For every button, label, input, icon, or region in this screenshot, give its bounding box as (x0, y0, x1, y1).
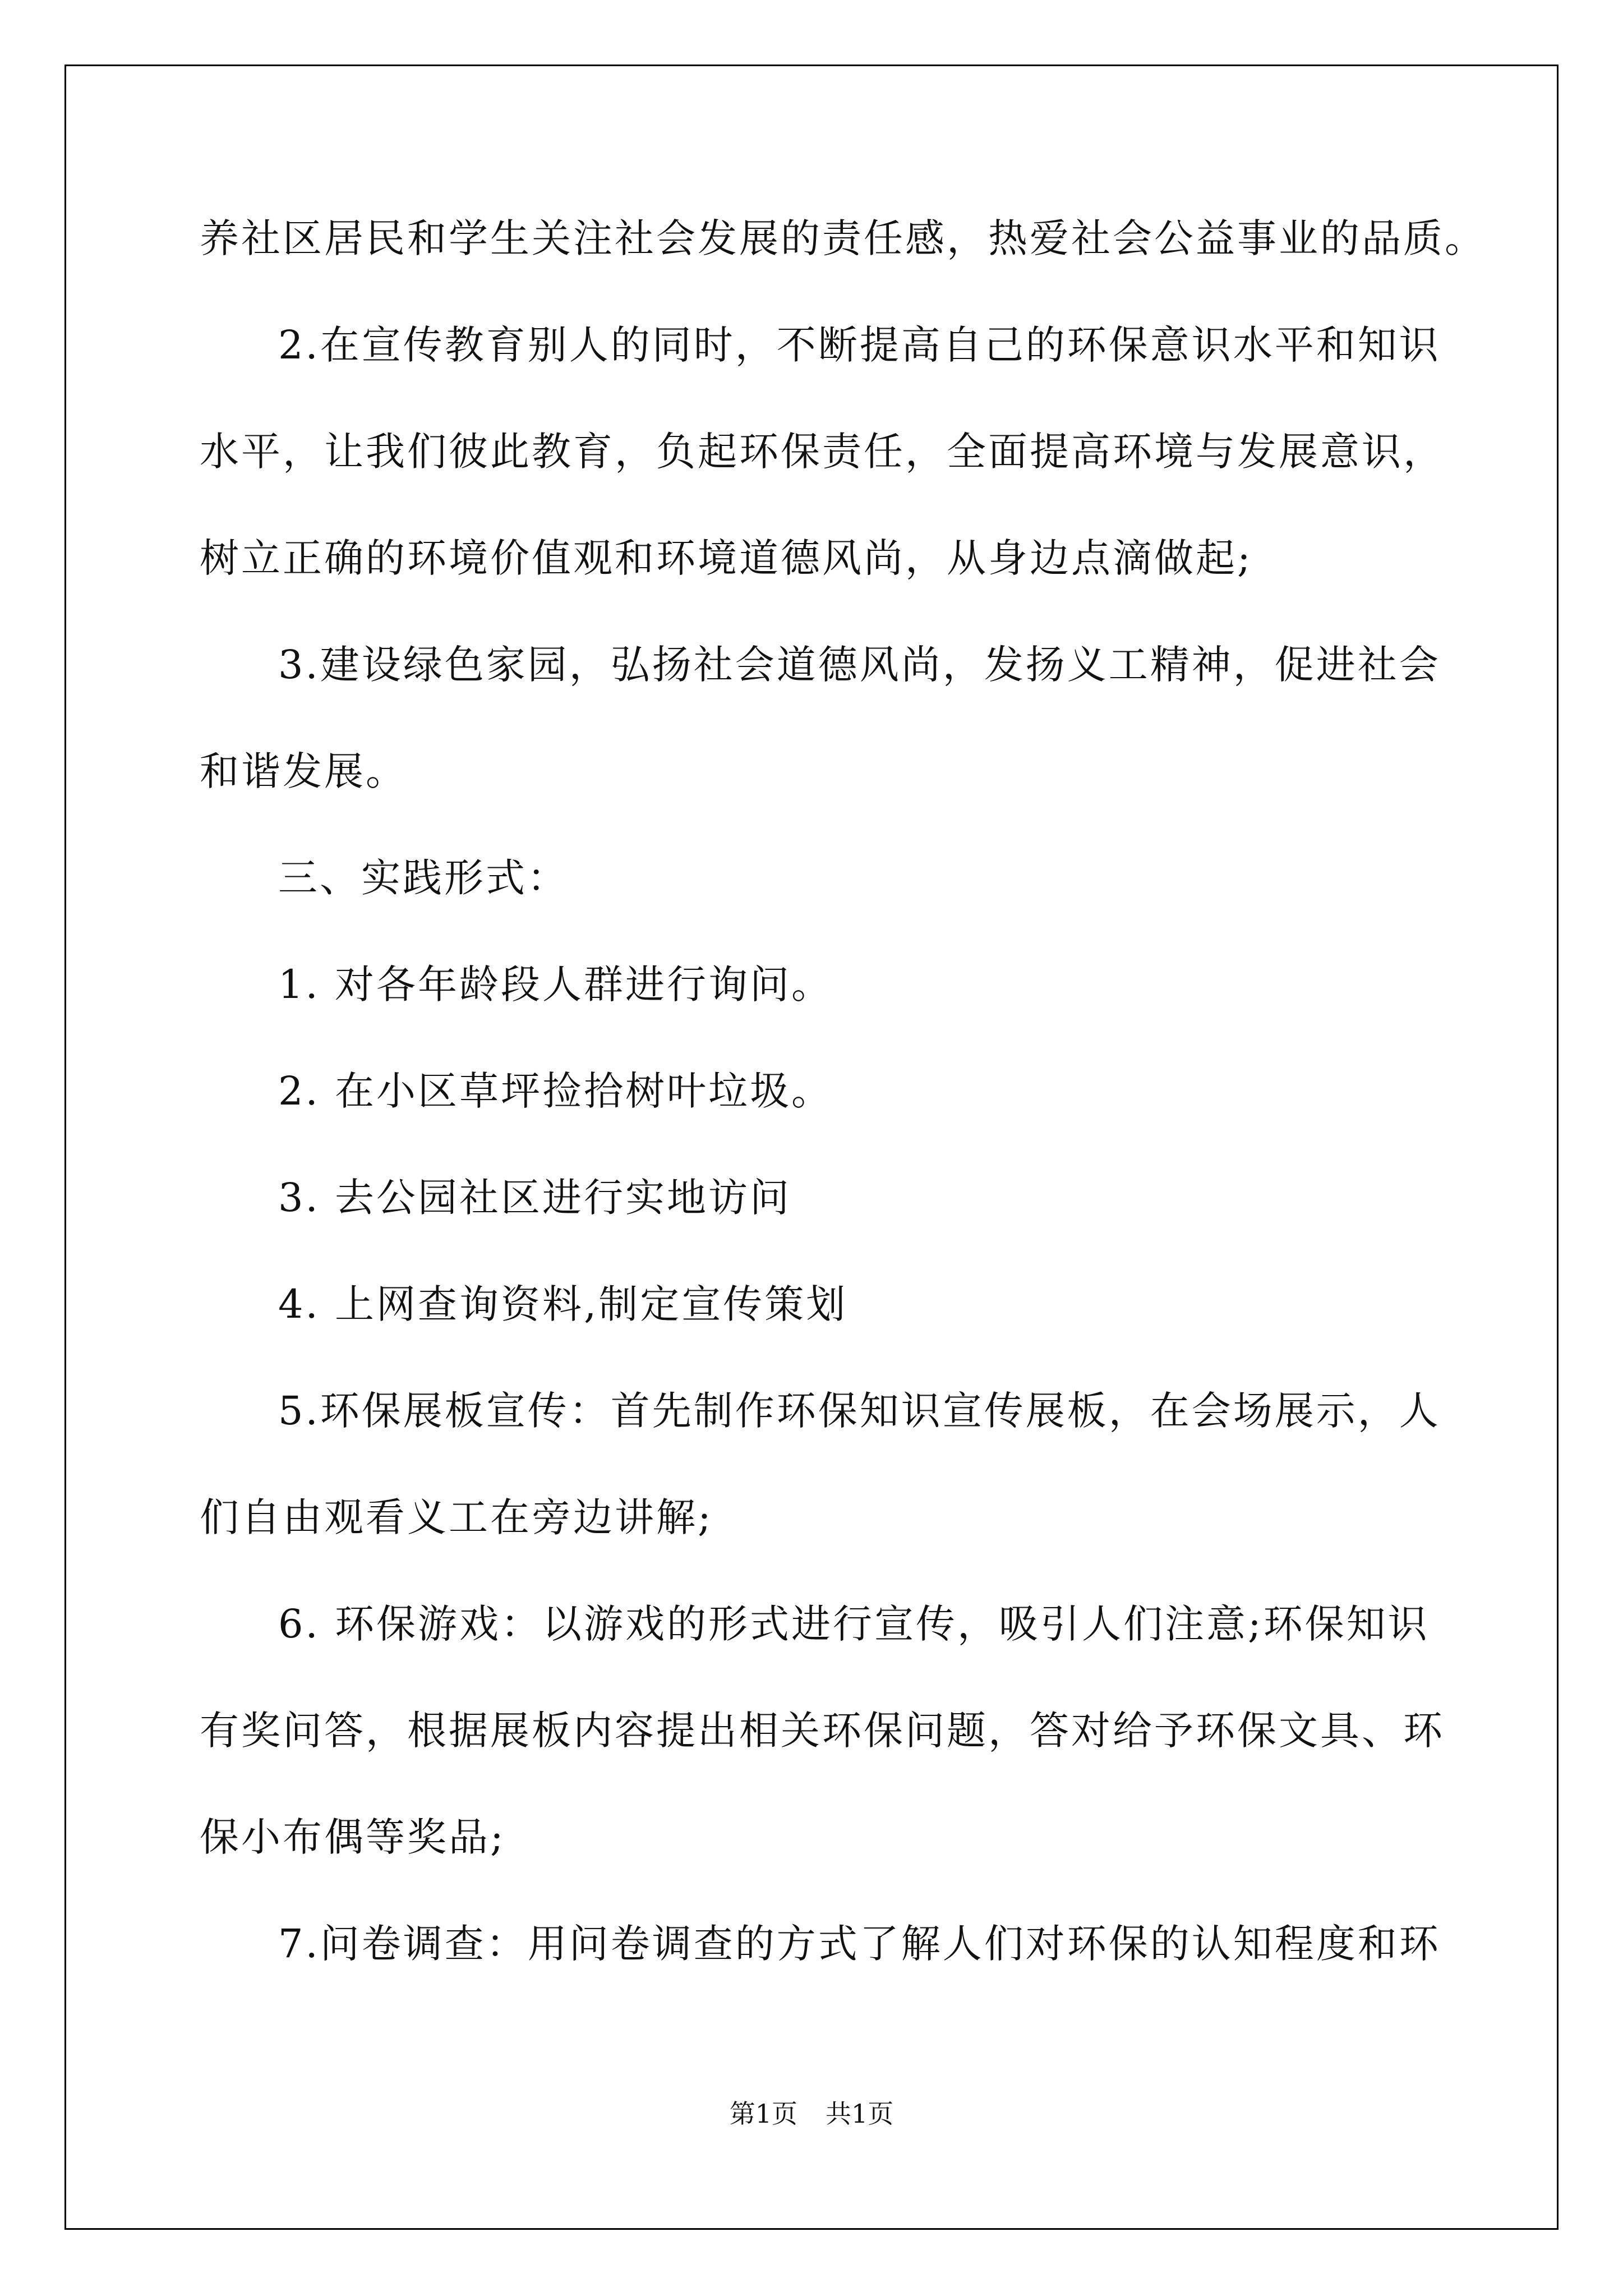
text-line: 有奖问答，根据展板内容提出相关环保问题，答对给予环保文具、环 (200, 1708, 1445, 1754)
text-line: 3.建设绿色家园，弘扬社会道德风尚，发扬义工精神，促进社会 (278, 642, 1441, 688)
page-total: 共1页 (826, 2099, 894, 2129)
text-line: 和谐发展。 (200, 748, 407, 794)
text-line: 们自由观看义工在旁边讲解; (200, 1494, 713, 1540)
text-line: 养社区居民和学生关注社会发展的责任感，热爱社会公益事业的品质。 (200, 215, 1486, 261)
text-line: 2.在宣传教育别人的同时，不断提高自己的环保意识水平和知识 (278, 322, 1441, 368)
list-item: 6. 环保游戏：以游戏的形式进行宣传，吸引人们注意;环保知识 (278, 1601, 1430, 1647)
list-item: 7.问卷调查：用问卷调查的方式了解人们对环保的认知程度和环 (278, 1921, 1441, 1967)
list-item: 2. 在小区草坪捡拾树叶垃圾。 (278, 1068, 833, 1114)
list-item: 5.环保展板宣传：首先制作环保知识宣传展板，在会场展示，人 (278, 1388, 1441, 1434)
text-line: 树立正确的环境价值观和环境道德风尚，从身边点滴做起; (200, 535, 1253, 581)
section-heading: 三、实践形式： (278, 855, 569, 901)
page-footer (0, 2097, 1623, 2131)
text-line: 水平，让我们彼此教育，负起环保责任，全面提高环境与发展意识， (200, 429, 1445, 475)
page-number: 第1页 (729, 2099, 797, 2129)
list-item: 4. 上网查询资料,制定宣传策划 (278, 1281, 848, 1327)
document-body (200, 208, 1486, 2019)
list-item: 1. 对各年龄段人群进行询问。 (278, 961, 833, 1007)
list-item: 3. 去公园社区进行实地访问 (278, 1175, 792, 1221)
text-line: 保小布偶等奖品; (200, 1814, 506, 1860)
